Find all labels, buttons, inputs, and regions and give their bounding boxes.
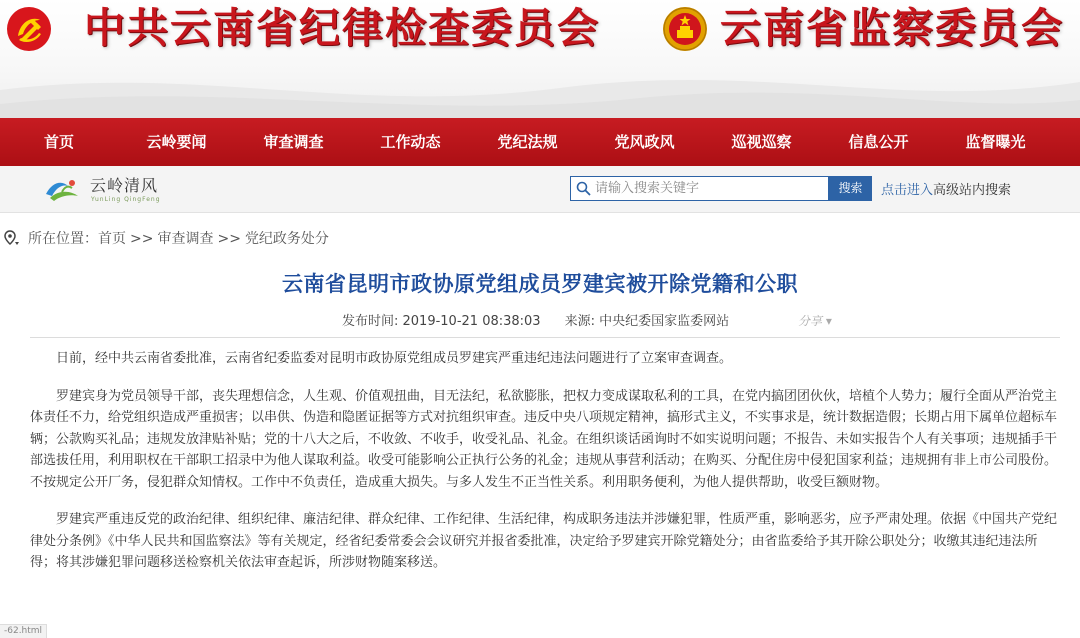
breadcrumb-current[interactable]: 党纪政务处分 xyxy=(244,231,329,247)
publish-time: 发布时间: 2019-10-21 08:38:03 xyxy=(342,314,541,329)
status-bar-url: -62.html xyxy=(0,624,47,638)
nav-item-news[interactable]: 云岭要闻 xyxy=(146,133,207,151)
commission-title: 中共云南省纪律检查委员会 xyxy=(84,4,600,52)
article-source: 来源: 中央纪委国家监委网站 xyxy=(564,314,730,329)
party-emblem-icon xyxy=(6,6,52,52)
main-nav xyxy=(0,118,1080,166)
breadcrumb-investigation[interactable]: 审查调查 xyxy=(157,231,214,247)
location-pin-icon xyxy=(4,230,20,246)
search-icon xyxy=(576,181,591,196)
article-body xyxy=(30,348,1060,590)
yunling-logo-icon[interactable] xyxy=(42,174,86,204)
nav-item-conduct[interactable]: 党风政风 xyxy=(614,133,675,151)
article-title: 云南省昆明市政协原党组成员罗建宾被开除党籍和公职 xyxy=(282,272,798,296)
nav-item-disclosure[interactable]: 信息公开 xyxy=(848,133,909,151)
article-meta xyxy=(342,310,729,329)
breadcrumb-home[interactable]: 首页 xyxy=(98,231,126,247)
article-paragraph: 日前，经中共云南省委批准，云南省纪委监委对昆明市政协原党组成员罗建宾严重违纪违法问题进行了立案审查调查。 xyxy=(56,351,733,366)
share-button[interactable] xyxy=(798,312,832,329)
share-label: 分享 xyxy=(798,314,823,328)
chevron-down-icon: ▾ xyxy=(825,314,832,328)
nav-item-work-updates[interactable]: 工作动态 xyxy=(380,133,441,151)
nav-item-home[interactable]: 首页 xyxy=(43,133,74,151)
article-paragraph: 罗建宾严重违反党的政治纪律、组织纪律、廉洁纪律、群众纪律、工作纪律、生活纪律，构成职务违法并涉嫌犯罪，性质严重，影响恶劣，应予严肃处理。依据《中国共产党纪律处分条例》《中华人民共和国监察法》等有关规定，经省纪委常委会会议研究并报省委批准，决定给予罗建宾开除党籍处分；由省监委给予其开除公职处分；收缴其违纪违法所得；将其涉嫌犯罪问题移送检察机关依法审查起诉，所涉财物随案移送。 xyxy=(30,512,1058,570)
breadcrumb-separator: >> xyxy=(217,231,241,247)
divider xyxy=(30,337,1060,338)
breadcrumb-separator: >> xyxy=(130,231,154,247)
search-toolbar xyxy=(0,166,1080,213)
nav-item-investigation[interactable]: 审查调查 xyxy=(263,133,324,151)
breadcrumb-label: 所在位置： xyxy=(28,231,98,247)
search-button[interactable]: 搜索 xyxy=(829,176,872,201)
breadcrumb xyxy=(4,228,329,250)
advanced-search-label[interactable]: 高级站内搜索 xyxy=(933,183,1012,198)
nav-item-exposure[interactable]: 监督曝光 xyxy=(965,133,1026,151)
article-paragraph: 罗建宾身为党员领导干部，丧失理想信念，人生观、价值观扭曲，目无法纪，私欲膨胀，把权力变成谋取私利的工具，在党内搞团团伙伙，培植个人势力；履行全面从严治党主体责任不力，给党组织造成严重损害；以串供、伪造和隐匿证据等方式对抗组织审查。违反中央八项规定精神，搞形式主义，不实事求是，统计数据造假；长期占用下属单位超标车辆；公款购买礼品；违规发放津贴补贴；党的十八大之后，不收敛、不收手，收受礼品、礼金。在组织谈话函询时不如实说明问题；不报告、未如实报告个人有关事项；违规插手干部选拔任用，利用职权在干部职工招录中为他人谋取利益。收受可能影响公正执行公务的礼金；违规从事营利活动；在购买、分配住房中侵犯国家利益；违规拥有非上市公司股份。不按规定公开厂务，侵犯群众知情权。工作中不负责任，造成重大损失。与多人发生不正当性关系。利用职务便利，为他人提供帮助，收受巨额财物。 xyxy=(30,388,1058,490)
nav-item-regulations[interactable]: 党纪法规 xyxy=(497,133,558,151)
advanced-search-click[interactable]: 点击进入 xyxy=(881,183,934,198)
national-emblem-icon xyxy=(662,6,708,52)
search-box xyxy=(570,176,829,201)
search-input[interactable] xyxy=(595,177,825,200)
banner-wave-decoration xyxy=(0,60,1080,118)
nav-item-inspection[interactable]: 巡视巡察 xyxy=(731,133,792,151)
logo-subtext: YunLing QingFeng xyxy=(91,196,161,203)
advanced-search-link[interactable] xyxy=(881,179,1011,198)
supervision-title: 云南省监察委员会 xyxy=(720,4,1064,52)
site-banner xyxy=(0,0,1080,118)
logo-text: 云岭清风 xyxy=(90,176,159,195)
